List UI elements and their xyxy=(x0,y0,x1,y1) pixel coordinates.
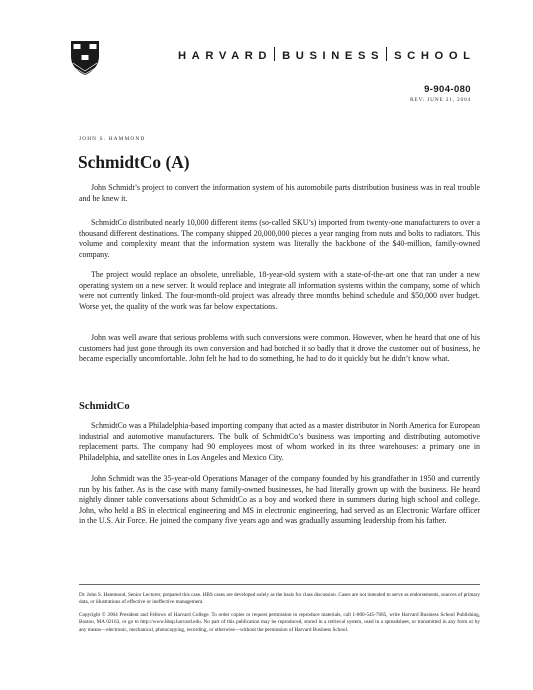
footer-divider xyxy=(79,584,480,585)
wordmark-business: BUSINESS xyxy=(282,50,385,62)
case-title: SchmidtCo (A) xyxy=(78,152,190,172)
body-paragraph: SchmidtCo distributed nearly 10,000 different items (so-called SKU’s) imported from twenty-one manufacturers to over a thousand different destinations. The company shipped 20,000,000 pieces a year ranging from nuts and bolts to radiators. This volume and complexity meant that the information system was literally the backbone of the $40-million, family-owned company. xyxy=(79,218,480,259)
case-number: 9-904-080 xyxy=(424,84,471,95)
wordmark-divider xyxy=(386,47,387,61)
hbs-wordmark xyxy=(178,47,516,62)
body-paragraph: John Schmidt was the 35-year-old Operations Manager of the company founded by his grandfather in 1950 and currently run by his father. As is the case with many family-owned businesses, he had literally grown up with the business. He heard nightly dinner table conversations about SchmidtCo as a boy and worked there in summers during high school and college. John, who held a BS in electrical engineering and MS in electronic engineering, had served as an Electronic Warfare officer in the U.S. Air Force. He joined the company five years ago and was gradually assuming leadership from his father. xyxy=(79,474,480,526)
body-paragraph: SchmidtCo was a Philadelphia-based importing company that acted as a master distributor in North America for European industrial and automotive manufacturers. The bulk of SchmidtCo’s business was importing and distributing automotive replacement parts. The company had 90 employees most of whom worked in its three warehouses: a primary one in Philadelphia, and satellite ones in Los Angeles and Mexico City. xyxy=(79,421,480,462)
footer-author-note: Dr. John S. Hammond, Senior Lecturer, prepared this case. HBS cases are developed solely as the basis for class discussion. Cases are not intended to serve as endorsements, sources of primary data, or illustrations of effective or ineffective management. xyxy=(79,592,480,606)
section-heading: SchmidtCo xyxy=(79,401,130,412)
body-paragraph: John was well aware that serious problems with such conversions were common. However, when he heard that one of his customers had just gone through its own conversion and had botched it so badly that it drove the customer out of business, he became especially uncomfortable. John felt he had to do something, he had to do it quickly but he didn’t know what. xyxy=(79,333,480,364)
revision-date: REV: JUNE 21, 2004 xyxy=(409,97,471,103)
body-paragraph: John Schmidt’s project to convert the information system of his automobile parts distribution business was in real trouble and he knew it. xyxy=(79,183,480,203)
wordmark-harvard: HARVARD xyxy=(178,50,273,62)
hbs-shield-logo-icon xyxy=(70,40,100,76)
body-paragraph: The project would replace an obsolete, unreliable, 18-year-old system with a state-of-the-art one that ran under a new operating system on a new server. It would replace and integrate all information systems within the company, some of which were not currently linked. The four-month-old project was already three months behind schedule and $50,000 over budget. Worse yet, the quality of the work was far below expectations. xyxy=(79,270,480,311)
wordmark-divider xyxy=(274,47,275,61)
author-name: JOHN S. HAMMOND xyxy=(79,136,146,142)
footer-copyright: Copyright © 2004 President and Fellows of Harvard College. To order copies or request permission to reproduce materials, call 1-800-545-7685, write Harvard Business School Publishing, Boston, MA 02163, or go to http://www.hbsp.harvard.edu. No part of this publication may be reproduced, stored in a retrieval system, used in a spreadsheet, or transmitted in any form or by any means—electronic, mechanical, photocopying, recording, or otherwise—without the permission of Harvard Business School. xyxy=(79,612,480,633)
wordmark-school: SCHOOL xyxy=(394,50,476,62)
